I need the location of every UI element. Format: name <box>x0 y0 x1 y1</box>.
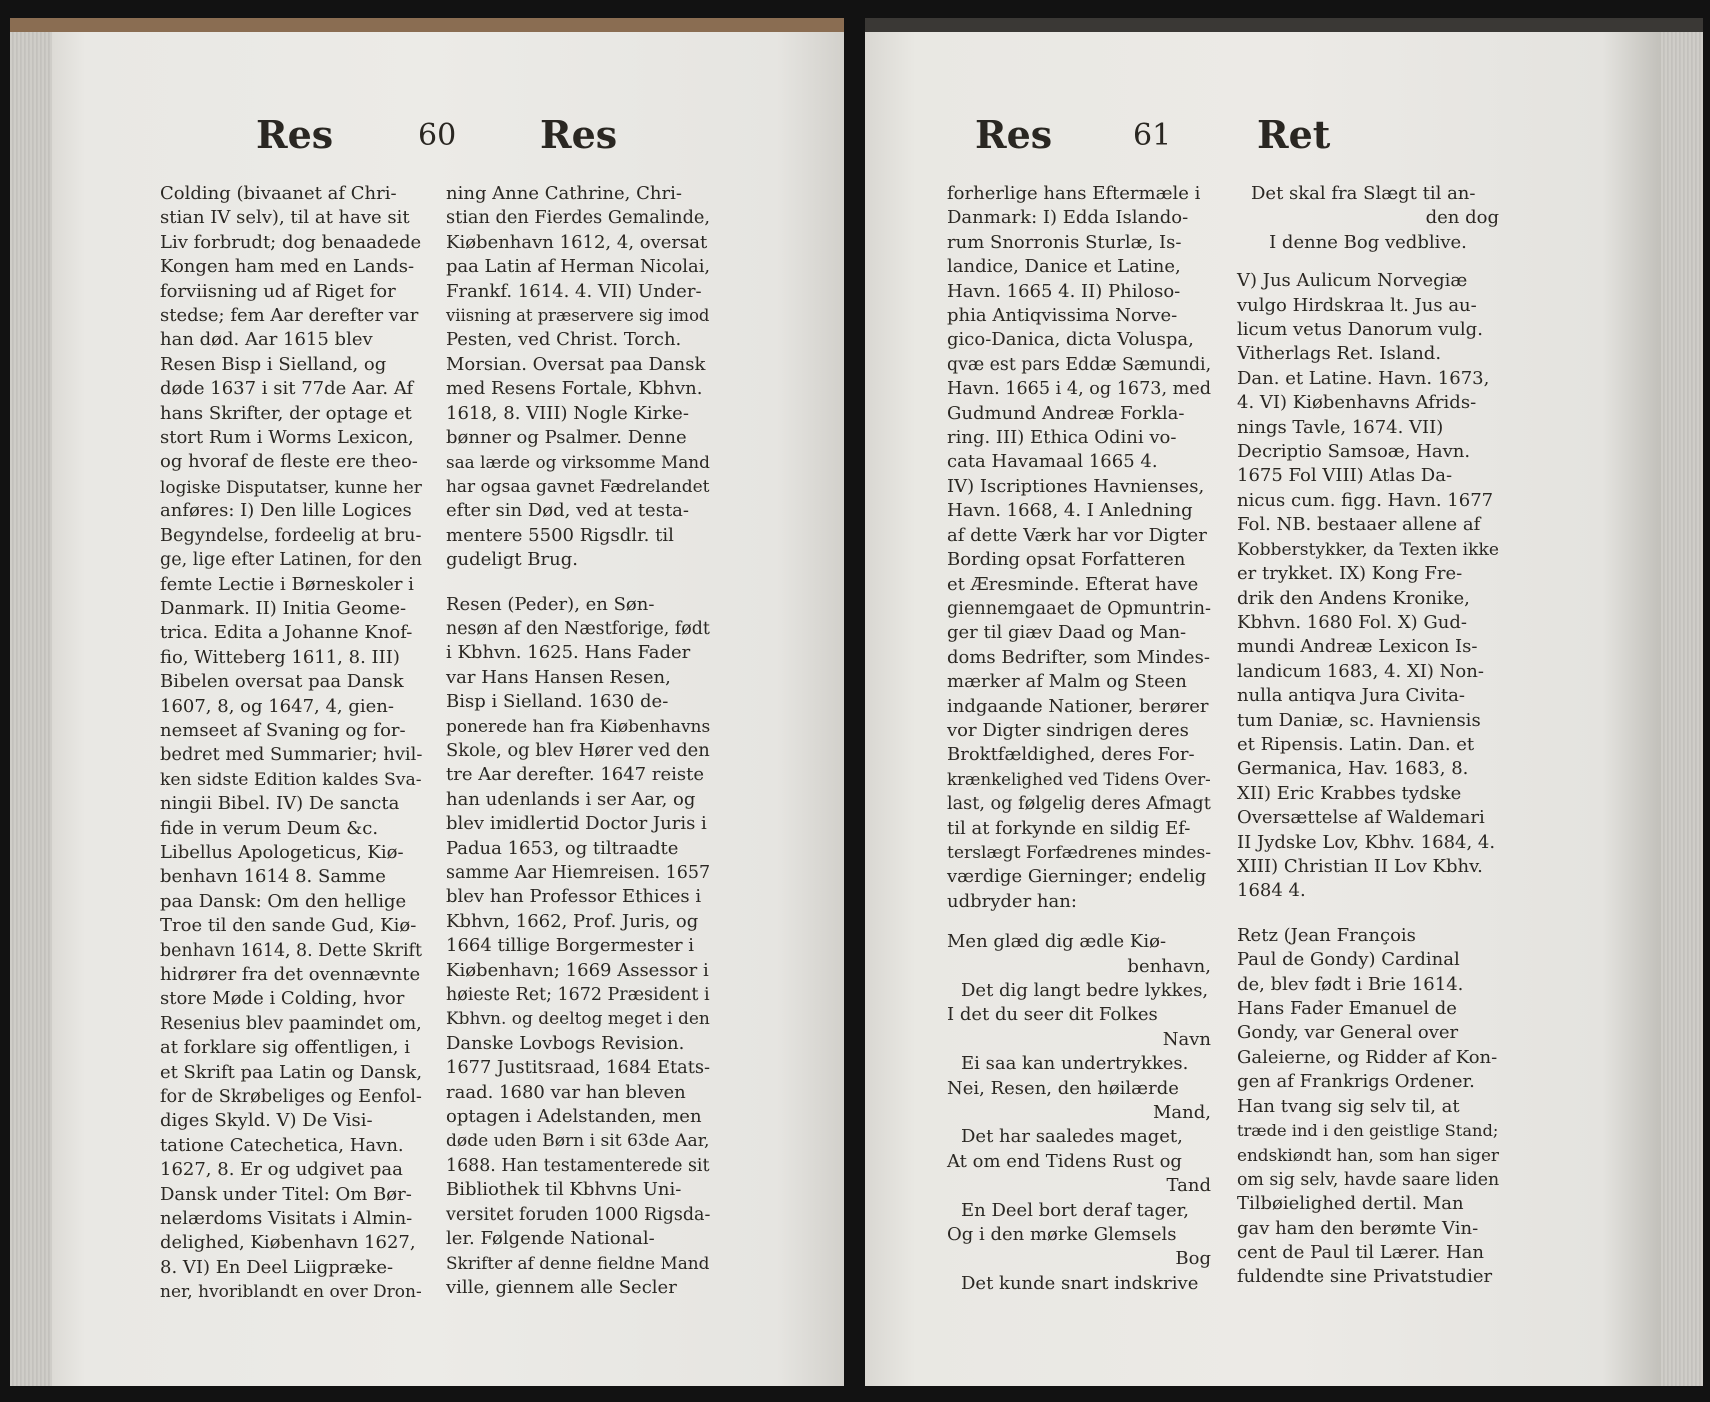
text-line: endskiøndt han, som han siger <box>1237 1145 1499 1166</box>
text-line: Broktfældighed, deres For- <box>947 744 1195 766</box>
text-line: krænkelighed ved Tidens Over- <box>947 769 1211 789</box>
text-line: ger til giæv Daad og Man- <box>947 622 1187 644</box>
text-line: ning Anne Cathrine, Chri- <box>446 183 682 204</box>
text-line: Bisp i Sielland. 1630 de- <box>446 691 669 713</box>
text-line: 1684 4. <box>1237 880 1306 902</box>
text-line: træde ind i den geistlige Stand; <box>1237 1121 1499 1141</box>
text-line: og hvoraf de fleste ere theo- <box>160 451 418 473</box>
page-number: 60 <box>418 118 457 153</box>
text-line: versitet foruden 1000 Rigsda- <box>446 1204 711 1225</box>
text-line: et Skrift paa Latin og Dansk, <box>160 1061 423 1083</box>
text-line: han udenlands i ser Aar, og <box>446 788 696 810</box>
text-line: til at forkynde en sildig Ef- <box>947 817 1191 839</box>
verse-line: Det kunde snart indskrive <box>961 1272 1199 1294</box>
text-line: rum Snorronis Sturlæ, Is- <box>947 231 1182 253</box>
text-line: samme Aar Hiemreisen. 1657 <box>446 862 711 883</box>
text-line: for de Skrøbeliges og Eenfol- <box>160 1087 422 1108</box>
text-line: gudeligt Brug. <box>446 549 578 571</box>
text-column-1 <box>947 182 1211 1296</box>
left-page <box>10 18 844 1386</box>
text-line: ler. Følgende National- <box>446 1228 655 1250</box>
text-line: Kbhvn. 1680 Fol. X) Gud- <box>1237 611 1467 633</box>
text-line: diges Skyld. V) De Visi- <box>160 1110 373 1132</box>
text-line: Colding (bivaanet af Chri- <box>160 183 397 204</box>
text-line: Morsian. Oversat paa Dansk <box>446 353 706 375</box>
text-line: Decriptio Samsoæ, Havn. <box>1237 441 1471 463</box>
poem-verse <box>947 930 1211 1296</box>
text-line: ring. III) Ethica Odini vo- <box>947 427 1177 449</box>
text-line: døde 1637 i sit 77de Aar. Af <box>160 378 414 400</box>
verse-line: Navn <box>1162 1028 1211 1050</box>
running-head <box>62 112 844 172</box>
verse-line: benhavn, <box>1127 955 1211 977</box>
text-line: II Jydske Lov, Kbhv. 1684, 4. <box>1237 831 1496 853</box>
text-line: Gudmund Andreæ Forkla- <box>947 402 1185 424</box>
text-line: Resenius blev paamindet om, <box>160 1013 422 1034</box>
text-line: Skole, og blev Hører ved den <box>446 739 710 761</box>
text-line: last, og følgelig deres Afmagt <box>947 794 1211 815</box>
text-line: at forklare sig offentligen, i <box>160 1037 410 1059</box>
text-line: døde uden Børn i sit 63de Aar, <box>446 1131 710 1152</box>
text-line: bedret med Summarier; hvil- <box>160 744 423 766</box>
text-line: Pesten, ved Christ. Torch. <box>446 329 682 351</box>
text-line: nicus cum. figg. Havn. 1677 <box>1237 489 1494 511</box>
text-line: Oversættelse af Waldemari <box>1237 807 1485 829</box>
text-line: optagen i Adelstanden, men <box>446 1106 702 1128</box>
text-line: 1688. Han testamenterede sit <box>446 1155 710 1176</box>
text-line: Kongen ham med en Lands- <box>160 256 415 278</box>
running-head <box>865 112 1653 172</box>
text-line: Skrifter af denne fieldne Mand <box>446 1253 710 1274</box>
text-line: et Æresminde. Efterat have <box>947 573 1199 595</box>
text-line: Gondy, var General over <box>1237 1022 1459 1044</box>
text-line: mærker af Malm og Steen <box>947 671 1187 693</box>
text-line: Kiøbenhavn; 1669 Assessor i <box>446 959 709 981</box>
text-line: stian den Fierdes Gemalinde, <box>446 208 711 229</box>
text-line: phia Antiqvissima Norve- <box>947 305 1178 327</box>
text-line: Resen (Peder), en Søn- <box>446 593 655 615</box>
text-line: fide in verum Deum &c. <box>160 817 379 839</box>
verse-line: I denne Bog vedblive. <box>1269 231 1467 253</box>
text-line: efter sin Død, ved at testa- <box>446 500 689 522</box>
text-column-1 <box>160 182 422 1305</box>
text-line: gav ham den berømte Vin- <box>1237 1217 1479 1239</box>
text-line: vor Digter sindrigen deres <box>947 719 1189 741</box>
text-line: 1677 Justitsraad, 1684 Etats- <box>446 1057 711 1079</box>
text-line: Kiøbenhavn 1612, 4, oversat <box>446 231 708 253</box>
text-line: gen af Frankrigs Ordener. <box>1237 1071 1475 1093</box>
text-line: paa Dansk: Om den hellige <box>160 890 407 912</box>
text-line: Tilbøielighed dertil. Man <box>1237 1193 1464 1215</box>
text-line: hidrører fra det ovennævnte <box>160 964 421 985</box>
text-line: blev han Professor Ethices i <box>446 886 702 908</box>
text-line: bønner og Psalmer. Denne <box>446 427 687 449</box>
text-line: Hans Fader Emanuel de <box>1237 998 1457 1019</box>
text-line: var Hans Hansen Resen, <box>446 666 671 688</box>
text-line: tre Aar derefter. 1647 reiste <box>446 764 704 786</box>
text-line: terslægt Forfædrenes mindes- <box>947 842 1212 863</box>
text-line: ge, lige efter Latinen, for den <box>160 550 422 571</box>
text-line: femte Lectie i Børneskoler i <box>160 573 414 595</box>
entry-resen-peder <box>446 593 710 1301</box>
text-line: XIII) Christian II Lov Kbhv. <box>1237 855 1483 877</box>
text-line: Danmark. II) Initia Geome- <box>160 597 407 619</box>
text-line: Vitherlags Ret. Island. <box>1237 343 1442 365</box>
text-line: Dansk under Titel: Om Bør- <box>160 1183 412 1205</box>
text-line: Kbhvn, 1662, Prof. Juris, og <box>446 910 699 932</box>
text-line: stian IV selv), til at have sit <box>160 207 410 229</box>
text-line: gico-Danica, dicta Voluspa, <box>947 329 1194 351</box>
text-line: fuldendte sine Privatstudier <box>1237 1266 1493 1288</box>
text-line: delighed, Kiøbenhavn 1627, <box>160 1232 416 1254</box>
verse-line: den dog <box>1425 207 1499 229</box>
text-line: Bibliothek til Kbhvns Uni- <box>446 1179 682 1201</box>
text-line: værdige Gierninger; endelig <box>947 866 1207 888</box>
verse-line: Det dig langt bedre lykkes, <box>961 980 1209 1001</box>
header-left-word: Res <box>256 112 334 157</box>
text-line: Frankf. 1614. 4. VII) Under- <box>446 280 702 302</box>
header-right-word: Ret <box>1257 112 1331 157</box>
text-line: nulla antiqva Jura Civita- <box>1237 685 1465 707</box>
text-line: paa Latin af Herman Nicolai, <box>446 256 711 278</box>
text-line: Retz (Jean François <box>1237 924 1416 946</box>
text-line: ner, hvoriblandt en over Dron- <box>160 1282 422 1303</box>
text-line: Bording opsat Forfatteren <box>947 549 1186 571</box>
text-line: stedse; fem Aar derefter var <box>160 305 419 327</box>
text-line: Han tvang sig selv til, at <box>1237 1095 1460 1117</box>
text-line: logiske Disputatser, kunne her <box>160 476 422 497</box>
verse-line: Mand, <box>1153 1102 1211 1124</box>
verse-line: Men glæd dig ædle Kiø- <box>947 931 1167 953</box>
text-line: høieste Ret; 1672 Præsident i <box>446 985 710 1005</box>
text-line: har ogsaa gavnet Fædrelandet <box>446 476 710 497</box>
text-line: Germanica, Hav. 1683, 8. <box>1237 758 1469 780</box>
text-line: Padua 1653, og tiltraadte <box>446 837 679 859</box>
text-line: XII) Eric Krabbes tydske <box>1237 782 1462 804</box>
text-line: mundi Andreæ Lexicon Is- <box>1237 636 1478 658</box>
text-line: indgaande Nationer, berører <box>947 695 1209 717</box>
text-line: tum Daniæ, sc. Havniensis <box>1237 709 1481 731</box>
text-line: 1664 tillige Borgermester i <box>446 935 695 957</box>
text-line: ponerede han fra Kiøbenhavns <box>446 716 711 737</box>
verse-line: Tand <box>1166 1175 1211 1197</box>
text-line: Kobberstykker, da Texten ikke <box>1237 539 1499 560</box>
text-line: Havn. 1668, 4. I Anledning <box>947 500 1193 522</box>
text-column-2 <box>1237 182 1499 1290</box>
text-line: Resen Bisp i Sielland, og <box>160 353 387 375</box>
text-line: licum vetus Danorum vulg. <box>1237 319 1483 341</box>
works-list <box>1237 269 1499 904</box>
text-line: Kbhvn. og deeltog meget i den <box>446 1009 710 1030</box>
text-line: Liv forbrudt; dog benaadede <box>160 231 422 253</box>
text-line: benhavn 1614 8. Samme <box>160 866 386 888</box>
text-line: benhavn 1614, 8. Dette Skrift <box>160 940 422 961</box>
text-line: udbryder han: <box>947 890 1077 912</box>
text-line: raad. 1680 var han bleven <box>446 1081 686 1103</box>
header-left-word: Res <box>975 112 1053 157</box>
text-line: 1627, 8. Er og udgivet paa <box>160 1159 403 1181</box>
verse-line: Det skal fra Slægt til an- <box>1251 183 1476 204</box>
verse-line: Ei saa kan undertrykkes. <box>961 1053 1189 1075</box>
text-line: fio, Witteberg 1611, 8. III) <box>160 646 400 668</box>
text-line: Troe til den sande Gud, Kiø- <box>160 915 417 937</box>
text-line: Havn. 1665 i 4, og 1673, med <box>947 379 1212 400</box>
entry-continuation <box>446 182 710 573</box>
text-line: forherlige hans Eftermæle i <box>947 183 1201 204</box>
entry-retz <box>1237 924 1499 1290</box>
text-line: af dette Værk har vor Digter <box>947 524 1207 546</box>
text-line: forviisning ud af Riget for <box>160 280 396 302</box>
text-line: Bibelen oversat paa Dansk <box>160 671 404 693</box>
text-line: trica. Edita a Johanne Knof- <box>160 622 413 644</box>
text-line: Danmark: I) Edda Islando- <box>947 207 1189 229</box>
verse-line: En Deel bort deraf tager, <box>961 1199 1189 1221</box>
text-line: cata Havamaal 1665 4. <box>947 451 1158 473</box>
text-line: saa lærde og virksomme Mand <box>446 452 710 473</box>
text-line: Paul de Gondy) Cardinal <box>1237 949 1460 971</box>
text-line: qvæ est pars Eddæ Sæmundi, <box>947 354 1212 375</box>
text-line: stort Rum i Worms Lexicon, <box>160 427 414 449</box>
text-line: Dan. et Latine. Havn. 1673, <box>1237 367 1490 389</box>
page-edge <box>10 32 52 1386</box>
text-line: ken sidste Edition kaldes Sva- <box>160 769 422 790</box>
text-line: cent de Paul til Lærer. Han <box>1237 1242 1484 1264</box>
text-line: 1675 Fol VIII) Atlas Da- <box>1237 465 1453 487</box>
text-line: et Ripensis. Latin. Dan. et <box>1237 733 1475 755</box>
text-line: doms Bedrifter, som Mindes- <box>947 646 1210 668</box>
text-line: Fol. NB. bestaaer allene af <box>1237 514 1481 536</box>
entry-continuation <box>947 182 1211 914</box>
verse-line: At om end Tidens Rust og <box>947 1150 1182 1172</box>
text-line: ville, giennem alle Secler <box>446 1276 677 1298</box>
poem-verse-end <box>1237 182 1499 255</box>
verse-line: Og i den mørke Glemsels <box>947 1224 1177 1246</box>
text-line: hans Skrifter, der optage et <box>160 402 412 424</box>
text-line: V) Jus Aulicum Norvegiæ <box>1237 270 1468 292</box>
verse-line: Bog <box>1175 1248 1211 1270</box>
text-line: blev imidlertid Doctor Juris i <box>446 813 707 835</box>
text-line: landicum 1683, 4. XI) Non- <box>1237 660 1484 682</box>
verse-line: Det har saaledes maget, <box>961 1126 1183 1148</box>
right-page <box>865 18 1703 1386</box>
text-line: mentere 5500 Rigsdlr. til <box>446 524 674 546</box>
text-line: i Kbhvn. 1625. Hans Fader <box>446 642 691 664</box>
page-number: 61 <box>1133 118 1172 153</box>
text-line: Libellus Apologeticus, Kiø- <box>160 841 404 863</box>
text-column-2 <box>446 182 710 1300</box>
text-line: tatione Catechetica, Havn. <box>160 1134 404 1156</box>
text-line: vulgo Hirdskraa lt. Jus au- <box>1237 294 1477 316</box>
text-line: er trykket. IX) Kong Fre- <box>1237 563 1463 585</box>
text-line: 4. VI) Kiøbenhavns Afrids- <box>1237 392 1477 414</box>
text-line: IV) Iscriptiones Havnienses, <box>947 475 1205 497</box>
verse-line: I det du seer dit Folkes <box>947 1004 1158 1026</box>
text-line: 8. VI) En Deel Liigpræke- <box>160 1256 394 1278</box>
text-line: nemseet af Svaning og for- <box>160 719 406 741</box>
text-line: Galeierne, og Ridder af Kon- <box>1237 1046 1498 1068</box>
text-line: han død. Aar 1615 blev <box>160 329 373 351</box>
text-line: nelærdoms Visitats i Almin- <box>160 1208 413 1230</box>
header-right-word: Res <box>540 112 618 157</box>
text-line: store Møde i Colding, hvor <box>160 988 405 1010</box>
text-line: de, blev født i Brie 1614. <box>1237 973 1464 995</box>
text-line: om sig selv, havde saare liden <box>1237 1169 1500 1190</box>
text-line: landice, Danice et Latine, <box>947 256 1181 278</box>
text-line: 1607, 8, og 1647, 4, gien- <box>160 695 394 717</box>
text-line: nesøn af den Næstforige, født <box>446 618 710 639</box>
text-line: med Resens Fortale, Kbhvn. <box>446 378 703 400</box>
text-line: nings Tavle, 1674. VII) <box>1237 416 1444 438</box>
text-line: 1618, 8. VIII) Nogle Kirke- <box>446 402 689 424</box>
text-line: anføres: I) Den lille Logices <box>160 500 412 522</box>
page-edge <box>1661 32 1703 1386</box>
text-line: giennemgaaet de Opmuntrin- <box>947 598 1211 619</box>
verse-line: Nei, Resen, den høilærde <box>947 1077 1179 1099</box>
text-line: viisning at præservere sig imod <box>446 306 710 326</box>
text-line: Begyndelse, fordeelig at bru- <box>160 525 422 546</box>
text-line: Danske Lovbogs Revision. <box>446 1032 685 1054</box>
text-line: ningii Bibel. IV) De sancta <box>160 793 400 815</box>
text-line: Havn. 1665 4. II) Philoso- <box>947 280 1181 302</box>
text-line: drik den Andens Kronike, <box>1237 587 1470 609</box>
